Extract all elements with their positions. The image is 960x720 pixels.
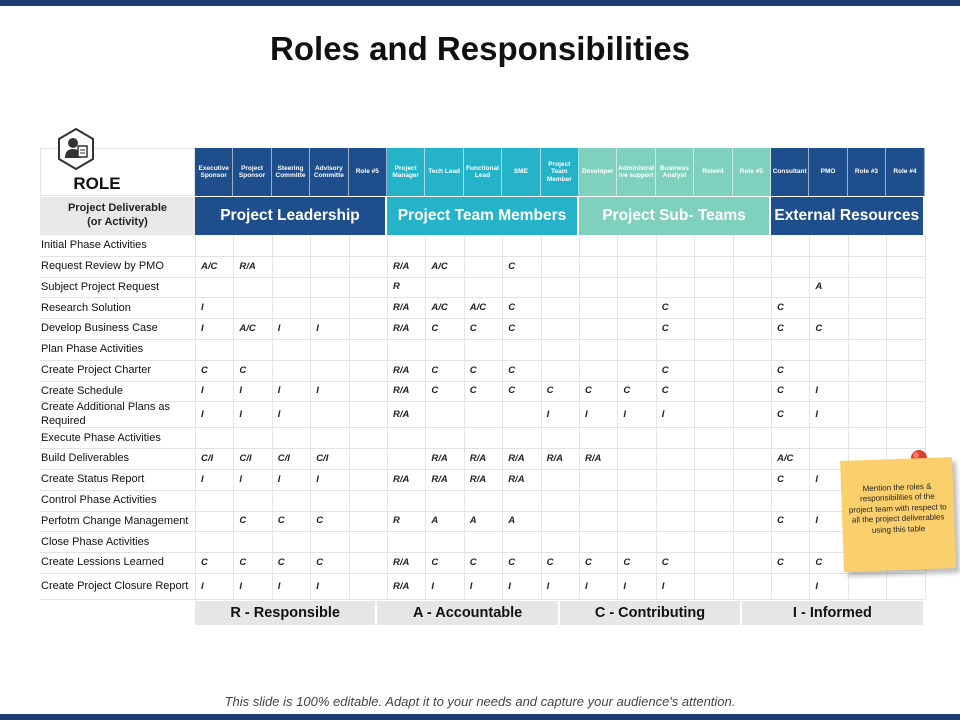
raci-value: R/A — [393, 260, 410, 272]
raci-value: C — [508, 364, 516, 376]
raci-value: C — [277, 557, 285, 569]
role-header-cell: Project Sponsor — [233, 148, 271, 196]
column-divider — [349, 235, 350, 599]
raci-value: I — [661, 408, 665, 420]
raci-value: R — [393, 515, 400, 527]
activity-label: Create Additional Plans as Required — [41, 401, 171, 428]
activity-label: Create Schedule — [41, 384, 123, 397]
raci-value: R/A — [393, 580, 410, 592]
legend-item: A - Accountable — [377, 601, 559, 625]
activity-label: Execute Phase Activities — [41, 431, 161, 444]
raci-value: C — [623, 385, 631, 397]
role-header-cell: Tech Lead — [425, 148, 463, 196]
group-header-cell: Project Team Members — [387, 197, 579, 235]
raci-value: C/I — [277, 453, 290, 465]
column-divider — [387, 235, 388, 599]
raci-value: C — [623, 557, 631, 569]
footer-note: This slide is 100% editable. Adapt it to your needs and capture your audience's attention. — [224, 694, 736, 709]
raci-value: R/A — [546, 453, 563, 465]
raci-value: I — [623, 580, 627, 592]
column-divider — [809, 235, 810, 599]
role-icon — [57, 128, 95, 170]
raci-value: I — [546, 580, 550, 592]
raci-value: C — [508, 302, 516, 314]
activity-label: Initial Phase Activities — [41, 239, 147, 252]
activity-label: Subject Project Request — [41, 280, 160, 293]
raci-value: I — [623, 408, 627, 420]
role-header-cell: Developer — [579, 148, 617, 196]
raci-value: C — [661, 385, 669, 397]
raci-value: R/A — [393, 302, 410, 314]
raci-value: C — [431, 557, 439, 569]
group-header-cell: Project Sub- Teams — [579, 197, 771, 235]
column-divider — [694, 235, 695, 599]
raci-value: I — [239, 385, 243, 397]
raci-value: I — [316, 323, 319, 335]
raci-value: R/A — [239, 260, 256, 272]
raci-value: I — [201, 302, 204, 314]
raci-value: C — [316, 557, 324, 569]
role-header-cell: SME — [502, 148, 540, 196]
activity-label: Perfotm Change Management — [41, 514, 189, 527]
raci-value: I — [508, 580, 511, 592]
raci-value: R/A — [508, 453, 525, 465]
raci-value: I — [316, 580, 319, 592]
raci-value: C — [431, 323, 439, 335]
column-divider — [541, 235, 542, 599]
raci-value: C — [239, 364, 247, 376]
column-divider — [464, 235, 465, 599]
raci-value: C — [661, 557, 669, 569]
role-header-cell: Business Analyst — [656, 148, 694, 196]
raci-value: C — [469, 323, 477, 335]
raci-value: C — [777, 385, 784, 397]
raci-value: R/A — [431, 473, 448, 485]
raci-value: I — [239, 473, 243, 485]
raci-value: R/A — [469, 473, 487, 485]
raci-value: C/I — [239, 453, 252, 465]
role-header-cell: Administrat ive support — [617, 148, 655, 196]
role-header-cell: Project Team Member — [541, 148, 579, 196]
raci-value: R — [393, 281, 400, 293]
raci-value: R/A — [431, 453, 448, 465]
raci-value: I — [469, 580, 473, 592]
raci-value: C — [469, 385, 477, 397]
raci-value: C — [661, 302, 669, 314]
column-divider — [425, 235, 426, 599]
activity-label: Create Lessions Learned — [41, 556, 164, 569]
raci-value: I — [316, 385, 319, 397]
sticky-note-text: Mention the roles & responsibilities of the project team with respect to all the project deliverables using this table — [848, 481, 947, 535]
top-accent-bar — [0, 0, 960, 6]
raci-value: C — [431, 364, 439, 376]
raci-value: I — [201, 580, 204, 592]
role-header-cell: Functional Lead — [464, 148, 502, 196]
raci-value: R/A — [585, 453, 602, 465]
raci-value: I — [201, 385, 204, 397]
raci-value: I — [316, 473, 319, 485]
activity-label: Build Deliverables — [41, 452, 130, 465]
raci-value: C — [777, 473, 784, 485]
raci-value: R/A — [393, 557, 410, 569]
activity-label: Control Phase Activities — [41, 494, 157, 507]
raci-value: I — [815, 515, 819, 527]
raci-value: I — [815, 385, 819, 397]
legend-item: R - Responsible — [195, 601, 377, 625]
raci-value: C — [508, 323, 516, 335]
raci-value: A/C — [201, 260, 218, 272]
raci-value: C — [546, 385, 554, 397]
raci-value: C — [239, 557, 247, 569]
raci-value: C — [469, 364, 477, 376]
role-header-cell: Role #4 — [886, 148, 924, 196]
raci-value: I — [239, 408, 243, 420]
raci-value: I — [201, 408, 204, 420]
legend-item: I - Informed — [742, 601, 924, 625]
raci-value: A — [431, 515, 439, 527]
raci-value: A — [508, 515, 516, 527]
page-title: Roles and Responsibilities — [270, 30, 690, 67]
raci-value: C — [546, 557, 554, 569]
raci-value: A — [469, 515, 477, 527]
raci-value: C — [661, 364, 669, 376]
raci-value: A — [815, 281, 823, 293]
raci-value: R/A — [393, 385, 410, 397]
raci-value: C — [777, 557, 784, 569]
raci-value: C — [777, 364, 784, 376]
legend-item: C - Contributing — [560, 601, 742, 625]
column-divider — [733, 235, 734, 599]
raci-value: C/I — [201, 453, 214, 465]
role-header-cell: Executive Sponsor — [195, 148, 233, 196]
raci-value: C — [508, 260, 516, 272]
role-label: ROLE — [73, 174, 121, 193]
role-header-cell: Consultant — [771, 148, 809, 196]
row-divider — [40, 599, 925, 600]
raci-value: C — [777, 408, 784, 420]
role-header-cell: Role#4 — [694, 148, 732, 196]
raci-value: C — [431, 385, 439, 397]
raci-value: C — [508, 385, 516, 397]
raci-value: C — [815, 557, 823, 569]
column-divider — [195, 235, 196, 599]
bottom-accent-bar — [0, 714, 960, 720]
raci-value: R/A — [508, 473, 525, 485]
raci-value: C — [661, 323, 669, 335]
column-divider — [272, 235, 273, 599]
column-divider — [310, 235, 311, 599]
raci-value: I — [201, 473, 204, 485]
sticky-note — [840, 457, 956, 572]
raci-value: I — [277, 473, 281, 485]
activity-label: Close Phase Activities — [41, 535, 150, 548]
raci-value: C — [201, 557, 208, 569]
raci-value: A/C — [431, 302, 448, 314]
activity-label: Create Project Closure Report — [41, 579, 189, 592]
raci-value: R/A — [393, 473, 410, 485]
raci-value: R/A — [393, 408, 410, 420]
raci-value: A/C — [239, 323, 256, 335]
raci-value: C — [239, 515, 247, 527]
raci-value: I — [277, 323, 281, 335]
role-header-cell: Role #3 — [848, 148, 886, 196]
activity-label: Research Solution — [41, 301, 131, 314]
column-divider — [233, 235, 234, 599]
activity-label: Create Status Report — [41, 473, 145, 486]
raci-value: I — [815, 473, 819, 485]
raci-value: R/A — [393, 364, 410, 376]
group-header-cell: External Resources — [771, 197, 925, 235]
raci-value: I — [585, 580, 588, 592]
column-divider — [771, 235, 772, 599]
group-header-cell: Project Leadership — [195, 197, 387, 235]
raci-value: C — [316, 515, 324, 527]
raci-value: I — [815, 408, 819, 420]
raci-value: I — [585, 408, 588, 420]
role-header-cell: PMO — [809, 148, 847, 196]
raci-value: C — [469, 557, 477, 569]
raci-value: I — [661, 580, 665, 592]
activity-label: Create Project Charter — [41, 364, 152, 377]
raci-value: R/A — [469, 453, 487, 465]
deliverable-header: Project Deliverable (or Activity) — [40, 197, 195, 235]
raci-value: C — [201, 364, 208, 376]
raci-value: C — [777, 323, 784, 335]
column-divider — [656, 235, 657, 599]
raci-value: A/C — [431, 260, 448, 272]
role-header-cell: Role #5 — [349, 148, 387, 196]
raci-value: I — [239, 580, 243, 592]
column-divider — [502, 235, 503, 599]
column-divider — [579, 235, 580, 599]
raci-value: C — [585, 557, 592, 569]
role-header-cell: Role #5 — [733, 148, 771, 196]
role-header-cell: Project Manager — [387, 148, 425, 196]
raci-value: C — [777, 302, 784, 314]
raci-value: C — [815, 323, 823, 335]
raci-value: I — [815, 580, 819, 592]
role-header-cell: Steering Committe — [272, 148, 310, 196]
raci-value: R/A — [393, 323, 410, 335]
role-header-cell: Advisory Committe — [310, 148, 348, 196]
raci-value: I — [277, 385, 281, 397]
raci-value: I — [201, 323, 204, 335]
raci-value: I — [546, 408, 550, 420]
raci-value: C — [777, 515, 784, 527]
activity-label: Plan Phase Activities — [41, 343, 144, 356]
raci-value: I — [277, 408, 281, 420]
column-divider — [617, 235, 618, 599]
raci-value: C — [585, 385, 592, 397]
activity-label: Request Review by PMO — [41, 260, 164, 273]
raci-value: C — [277, 515, 285, 527]
raci-value: C — [508, 557, 516, 569]
raci-value: A/C — [469, 302, 487, 314]
raci-value: C/I — [316, 453, 329, 465]
activity-label: Develop Business Case — [41, 322, 158, 335]
raci-value: I — [277, 580, 281, 592]
raci-value: I — [431, 580, 435, 592]
raci-value: A/C — [777, 453, 794, 465]
